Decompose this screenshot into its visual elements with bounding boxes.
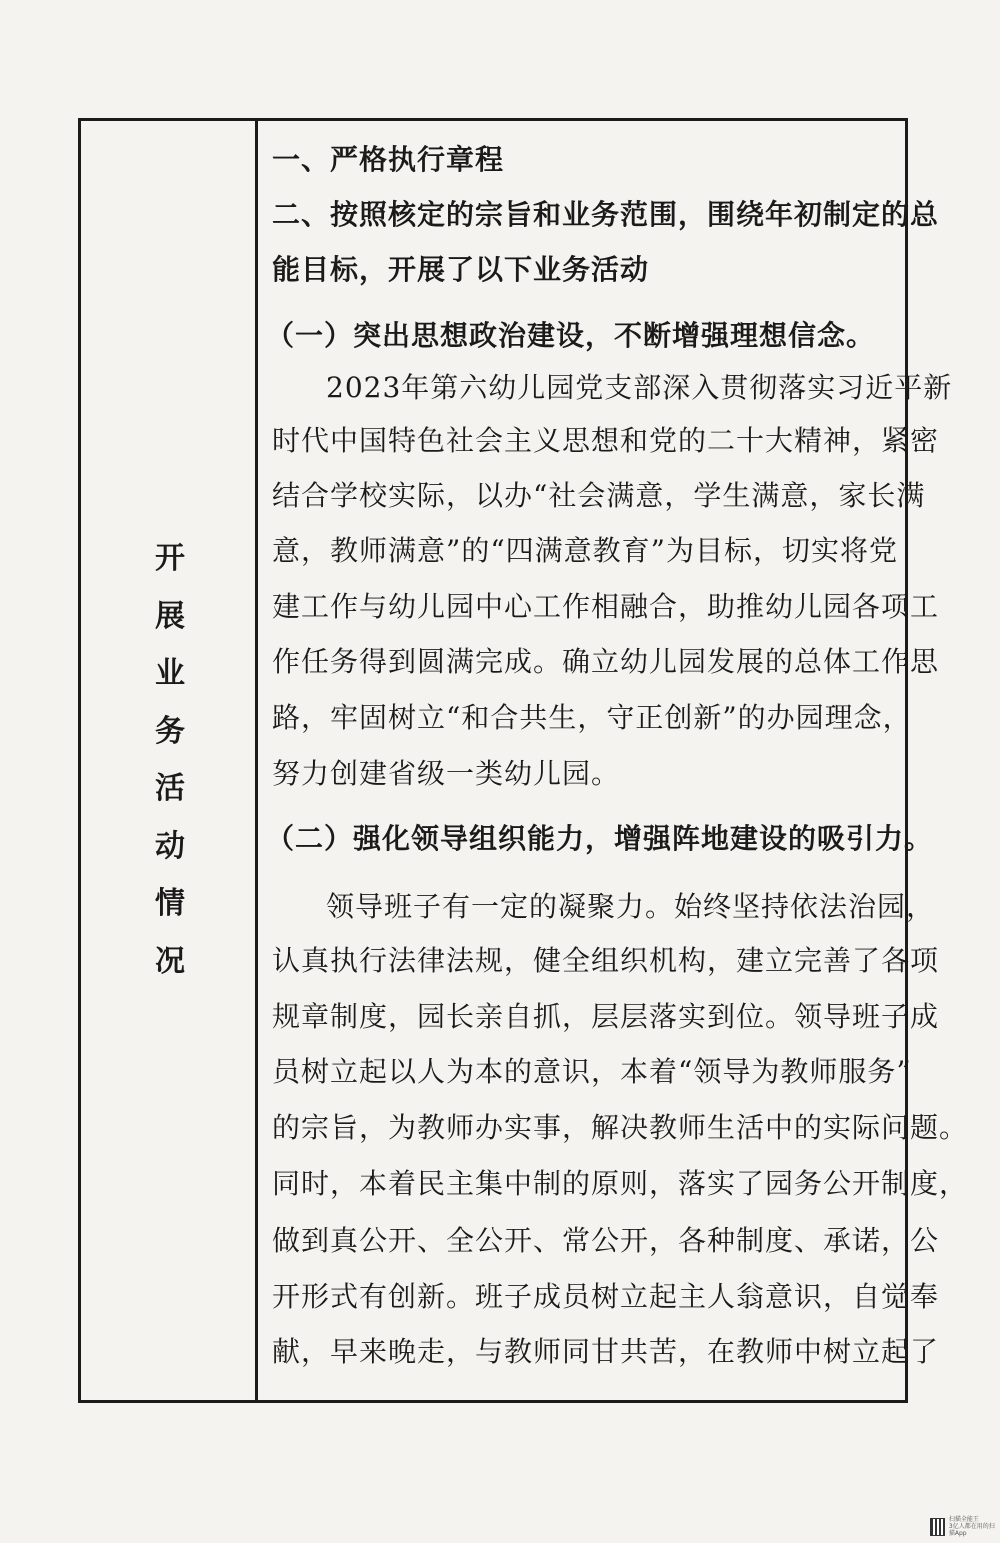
body-line: 路，牢固树立“和合共生，守正创新”的办园理念， bbox=[272, 701, 912, 734]
scanner-watermark bbox=[930, 1516, 1000, 1537]
side-label-char: 活 bbox=[155, 771, 185, 806]
body-line: 时代中国特色社会主义思想和党的二十大精神，紧密 bbox=[272, 424, 940, 457]
side-label-char: 情 bbox=[155, 886, 185, 921]
body-line: 努力创建省级一类幼儿园。 bbox=[272, 757, 621, 790]
side-label-char: 开 bbox=[155, 541, 185, 576]
body-line: 结合学校实际，以办“社会满意，学生满意，家长满 bbox=[272, 479, 926, 512]
body-line: 领导班子有一定的凝聚力。始终坚持依法治园， bbox=[326, 890, 936, 923]
column-divider bbox=[255, 118, 258, 1403]
side-label-char: 务 bbox=[155, 713, 185, 749]
body-line: 意，教师满意”的“四满意教育”为目标，切实将党 bbox=[272, 534, 898, 567]
body-line: 2023年第六幼儿园党支部深入贯彻落实习近平新 bbox=[326, 371, 953, 404]
heading-line: 一、严格执行章程 bbox=[272, 143, 505, 176]
body-line: 规章制度，园长亲自抓，层层落实到位。领导班子成 bbox=[272, 1000, 940, 1033]
watermark-title: 扫描全能王 bbox=[948, 1516, 979, 1523]
heading-line: 能目标，开展了以下业务活动 bbox=[272, 253, 650, 286]
body-line: 同时，本着民主集中制的原则，落实了园务公开制度， bbox=[272, 1167, 969, 1200]
body-line: 的宗旨，为教师办实事，解决教师生活中的实际问题。 bbox=[272, 1111, 969, 1144]
body-line: 开形式有创新。班子成员树立起主人翁意识，自觉奉 bbox=[272, 1280, 940, 1313]
body-line: 员树立起以人为本的意识，本着“领导为教师服务” bbox=[272, 1055, 912, 1088]
side-label-char: 业 bbox=[155, 656, 185, 691]
section-heading: （一）突出思想政治建设，不断增强理想信念。 bbox=[266, 319, 876, 352]
watermark-subtitle: 3亿人都在用的扫描App bbox=[948, 1523, 995, 1537]
side-label-column bbox=[140, 530, 200, 990]
body-line: 献，早来晚走，与教师同甘共苦，在教师中树立起了 bbox=[272, 1335, 940, 1368]
body-line: 建工作与幼儿园中心工作相融合，助推幼儿园各项工 bbox=[272, 590, 940, 623]
side-label-char: 况 bbox=[155, 943, 185, 979]
section-heading: （二）强化领导组织能力，增强阵地建设的吸引力。 bbox=[266, 822, 934, 855]
side-label-char: 动 bbox=[155, 828, 185, 864]
body-line: 作任务得到圆满完成。确立幼儿园发展的总体工作思 bbox=[272, 645, 940, 678]
body-line: 做到真公开、全公开、常公开，各种制度、承诺，公 bbox=[272, 1224, 940, 1257]
body-line: 认真执行法律法规，健全组织机构，建立完善了各项 bbox=[272, 944, 940, 977]
side-label-char: 展 bbox=[155, 598, 185, 634]
heading-line: 二、按照核定的宗旨和业务范围，围绕年初制定的总 bbox=[272, 198, 940, 231]
qr-code-icon bbox=[930, 1518, 945, 1536]
